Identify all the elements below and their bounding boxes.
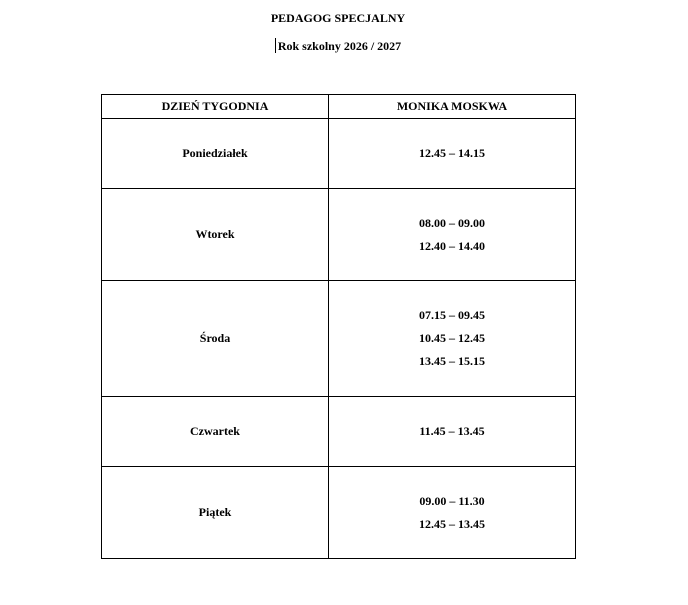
table-row-tuesday <box>102 189 576 281</box>
time-slot: 13.45 – 15.15 <box>419 354 485 368</box>
time-slot: 09.00 – 11.30 <box>419 493 485 508</box>
time-slot: 10.45 – 12.45 <box>419 331 485 345</box>
day-cell-wednesday: Środa <box>102 281 329 397</box>
time-slot: 12.40 – 14.40 <box>419 238 485 253</box>
time-slot: 12.45 – 14.15 <box>419 146 485 160</box>
schedule-table <box>101 94 576 559</box>
time-slot: 08.00 – 09.00 <box>419 215 485 230</box>
times-cell-wednesday <box>329 281 576 397</box>
text-cursor <box>275 38 276 53</box>
table-header-row <box>102 95 576 119</box>
table-row-thursday <box>102 397 576 467</box>
document-subtitle-line <box>0 38 676 54</box>
time-slot: 12.45 – 13.45 <box>419 516 485 531</box>
document-title: PEDAGOG SPECJALNY <box>270 11 406 25</box>
day-cell-thursday: Czwartek <box>102 397 329 467</box>
times-cell-friday <box>329 467 576 559</box>
times-cell-tuesday <box>329 189 576 281</box>
header-teacher-name: MONIKA MOSKWA <box>329 95 576 119</box>
day-cell-tuesday: Wtorek <box>102 189 329 281</box>
header-day-of-week: DZIEŃ TYGODNIA <box>102 95 329 119</box>
table-row-monday <box>102 119 576 189</box>
time-slot: 11.45 – 13.45 <box>419 424 485 438</box>
times-cell-monday <box>329 119 576 189</box>
day-cell-friday: Piątek <box>102 467 329 559</box>
day-cell-monday: Poniedziałek <box>102 119 329 189</box>
table-row-wednesday <box>102 281 576 397</box>
time-slot: 07.15 – 09.45 <box>419 308 485 322</box>
times-cell-thursday <box>329 397 576 467</box>
document-subtitle: Rok szkolny 2026 / 2027 <box>277 39 402 53</box>
table-row-friday <box>102 467 576 559</box>
